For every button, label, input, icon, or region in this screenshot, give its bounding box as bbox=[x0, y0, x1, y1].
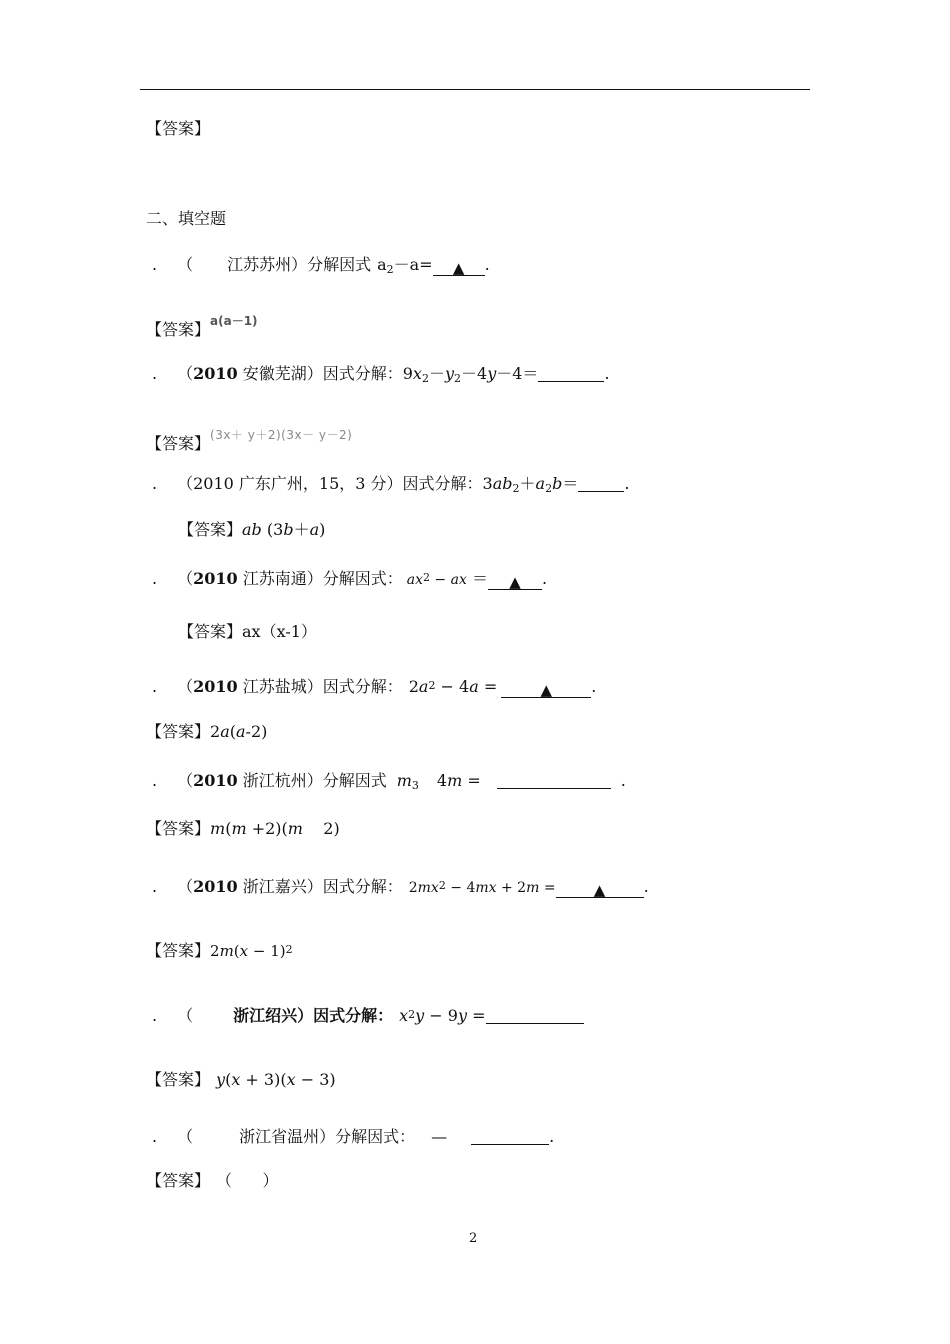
answer-image-text: a(a－1) bbox=[210, 314, 258, 328]
answer-blank[interactable] bbox=[433, 257, 485, 276]
answer-5: 【答案】2a(a-2) bbox=[146, 722, 268, 741]
triangle-icon: ▲ bbox=[452, 259, 465, 277]
header-rule bbox=[140, 89, 810, 90]
answer-label: 【答案】 bbox=[146, 119, 211, 138]
answer-9: 【答案】 （ ） bbox=[146, 1171, 279, 1190]
answer-blank[interactable] bbox=[488, 571, 542, 590]
answer-3: 【答案】ab (3b＋a) bbox=[178, 520, 326, 539]
question-7: . （2010 浙江嘉兴）因式分解： 2mx2 − 4mx + 2m = ▲ . bbox=[152, 877, 649, 899]
page-number: 2 bbox=[469, 1231, 478, 1246]
question-8: . （ 浙江绍兴）因式分解： x2y − 9y = bbox=[152, 1005, 584, 1029]
question-5: . （2010 江苏盐城）因式分解： 2a2 − 4a = ▲ . bbox=[152, 677, 597, 699]
answer-blank[interactable] bbox=[471, 1126, 549, 1145]
question-2: . （2010 安徽芜湖）因式分解：9x2－y2－4y－4＝ . bbox=[152, 364, 610, 385]
answer-8: 【答案】 y(x + 3)(x − 3) bbox=[146, 1070, 336, 1089]
answer-blank[interactable] bbox=[497, 770, 611, 789]
question-1: . （ 江苏苏州）分解因式 a2－a= ▲ . bbox=[152, 255, 490, 277]
question-4: . （2010 江苏南通）分解因式： ax2 − ax ＝ ▲ . bbox=[152, 569, 548, 591]
answer-blank[interactable] bbox=[486, 1005, 584, 1024]
answer-blank[interactable] bbox=[538, 363, 604, 382]
answer-blank[interactable] bbox=[578, 473, 624, 492]
triangle-icon: ▲ bbox=[540, 681, 553, 699]
answer-2: 【答案】(3x＋ y＋2)(3x－ y－2) bbox=[146, 424, 352, 455]
question-3: . （2010 广东广州，15，3 分）因式分解：3ab2＋a2b＝ . bbox=[152, 474, 630, 495]
answer-image-text: (3x＋ y＋2)(3x－ y－2) bbox=[210, 428, 353, 442]
question-6: . （2010 浙江杭州）分解因式 m3 4m = . bbox=[152, 771, 626, 792]
section-title: 二、填空题 bbox=[146, 209, 227, 228]
answer-label-top bbox=[146, 118, 210, 140]
question-9: . （ 浙江省温州）分解因式： — . bbox=[152, 1127, 555, 1146]
triangle-icon: ▲ bbox=[509, 573, 521, 591]
answer-1: 【答案】a(a－1) bbox=[146, 310, 258, 341]
answer-blank[interactable] bbox=[556, 879, 644, 898]
answer-blank[interactable] bbox=[501, 679, 591, 698]
answer-4: 【答案】ax（x-1） bbox=[178, 622, 317, 641]
answer-7: 【答案】2m(x − 1)2 bbox=[146, 941, 293, 960]
triangle-icon: ▲ bbox=[593, 881, 606, 899]
answer-6: 【答案】m(m +2)(m 2) bbox=[146, 819, 340, 838]
